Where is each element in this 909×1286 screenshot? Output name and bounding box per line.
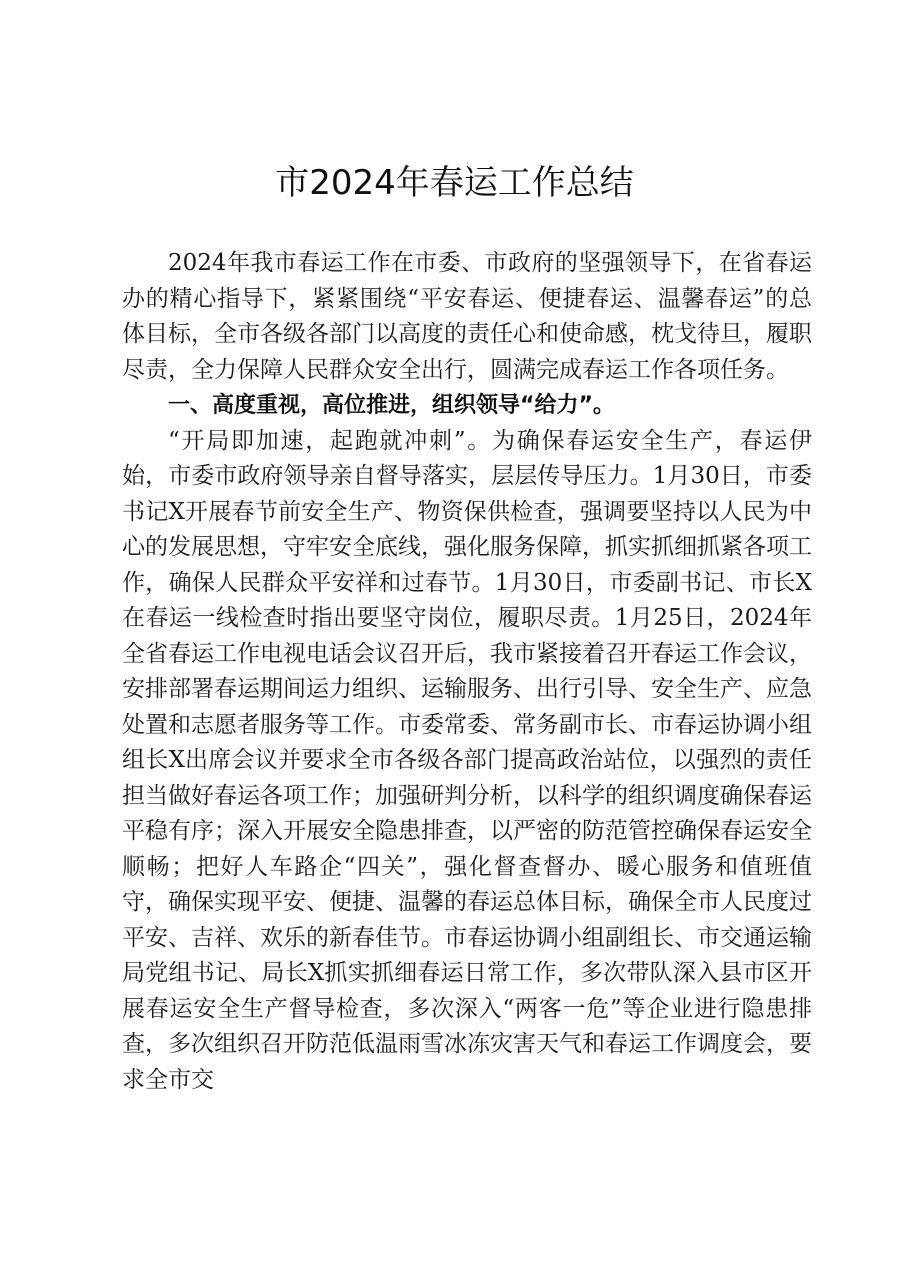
document-title: 市2024年春运工作总结: [275, 163, 634, 203]
section-1-paragraph: “开局即加速，起跑就冲刺”。为确保春运安全生产，春运伊始，市委市政府领导亲自督导落实，层层传导压力。1月30日，市委书记X开展春节前安全生产、物资保供检查，强调要坚持以人民为中心的发展思想，守牢安全底线，强化服务保障，抓实抓细抓紧各项工作，确保人民群众平安祥和过春节。1月30日，市委副书记、市长X在春运一线检查时指出要坚守岗位，履职尽责。1月25日，2024年全省春运工作电视电话会议召开后，我市紧接着召开春运工作会议，安排部署春运期间运力组织、运输服务、出行引导、安全生产、应急处置和志愿者服务等工作。市委常委、常务副市长、市春运协调小组组长X出席会议并要求全市各级各部门提高政治站位，以强烈的责任担当做好春运各项工作；加强研判分析，以科学的组织调度确保春运平稳有序；深入开展安全隐患排查，以严密的防范管控确保春运安全顺畅；把好人车路企“四关”，强化督查督办、暖心服务和值班值守，确保实现平安、便捷、温馨的春运总体目标，确保全市人民度过平安、吉祥、欢乐的新春佳节。市春运协调小组副组长、市交通运输局党组书记、局长X抓实抓细春运日常工作，多次带队深入县市区开展春运安全生产督导检查，多次深入“两客一危”等企业进行隐患排查，多次组织召开防范低温雨雪冰冻灾害天气和春运工作调度会，要求全市交: [122, 427, 812, 1093]
intro-paragraph: 2024年我市春运工作在市委、市政府的坚强领导下，在省春运办的精心指导下，紧紧围绕“平安春运、便捷春运、温馨春运”的总体目标，全市各级各部门以高度的责任心和使命感，枕戈待旦，履职尽责，全力保障人民群众安全出行，圆满完成春运工作各项任务。: [122, 250, 812, 383]
document-body: [122, 246, 812, 1098]
section-1-heading: 一、高度重视，高位推进，组织领导“给力”。: [168, 393, 615, 418]
